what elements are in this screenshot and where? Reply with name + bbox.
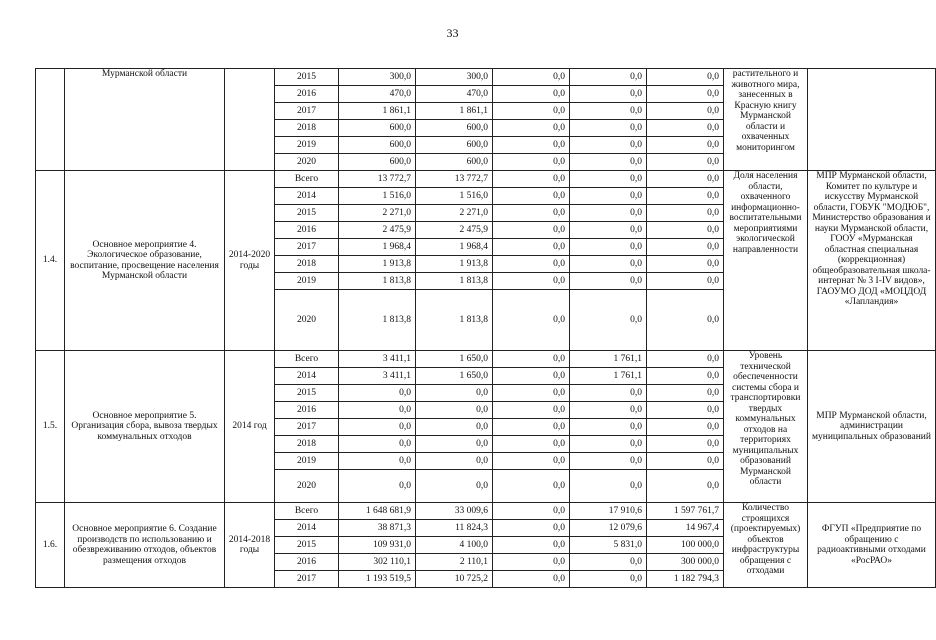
amount-cell: 0,0 xyxy=(493,571,570,588)
year-cell: Всего xyxy=(275,171,339,188)
amount-cell: 0,0 xyxy=(339,453,416,470)
amount-cell: 0,0 xyxy=(570,470,647,503)
amount-cell: 0,0 xyxy=(493,205,570,222)
period-cell: 2014 год xyxy=(225,351,275,503)
amount-cell: 0,0 xyxy=(647,154,724,171)
year-cell: 2016 xyxy=(275,86,339,103)
amount-cell: 0,0 xyxy=(416,453,493,470)
amount-cell: 0,0 xyxy=(647,171,724,188)
amount-cell: 0,0 xyxy=(647,137,724,154)
period-cell xyxy=(225,69,275,171)
row-number-cell xyxy=(36,69,65,171)
amount-cell: 300,0 xyxy=(416,69,493,86)
amount-cell: 2 475,9 xyxy=(339,222,416,239)
amount-cell: 0,0 xyxy=(647,402,724,419)
amount-cell: 1 813,8 xyxy=(339,273,416,290)
amount-cell: 1 516,0 xyxy=(339,188,416,205)
amount-cell: 17 910,6 xyxy=(570,503,647,520)
amount-cell: 0,0 xyxy=(493,520,570,537)
amount-cell: 0,0 xyxy=(493,537,570,554)
amount-cell: 3 411,1 xyxy=(339,368,416,385)
amount-cell: 0,0 xyxy=(493,273,570,290)
amount-cell: 0,0 xyxy=(493,171,570,188)
amount-cell: 0,0 xyxy=(570,402,647,419)
amount-cell: 0,0 xyxy=(339,385,416,402)
amount-cell: 1 182 794,3 xyxy=(647,571,724,588)
amount-cell: 0,0 xyxy=(647,470,724,503)
amount-cell: 470,0 xyxy=(416,86,493,103)
year-cell: 2017 xyxy=(275,419,339,436)
amount-cell: 0,0 xyxy=(493,351,570,368)
amount-cell: 0,0 xyxy=(493,554,570,571)
amount-cell: 1 813,8 xyxy=(416,290,493,351)
amount-cell: 0,0 xyxy=(570,290,647,351)
year-cell: 2018 xyxy=(275,256,339,273)
amount-cell: 1 861,1 xyxy=(416,103,493,120)
amount-cell: 1 650,0 xyxy=(416,351,493,368)
amount-cell: 0,0 xyxy=(493,453,570,470)
amount-cell: 0,0 xyxy=(647,69,724,86)
amount-cell: 0,0 xyxy=(493,368,570,385)
amount-cell: 0,0 xyxy=(493,120,570,137)
row-number-cell: 1.5. xyxy=(36,351,65,503)
amount-cell: 0,0 xyxy=(647,188,724,205)
executor-cell: МПР Мурманской области, администрации муниципальных образований xyxy=(808,351,936,503)
year-cell: Всего xyxy=(275,503,339,520)
amount-cell: 0,0 xyxy=(570,273,647,290)
amount-cell: 0,0 xyxy=(493,436,570,453)
amount-cell: 0,0 xyxy=(493,154,570,171)
activity-name-cell: Мурманской области xyxy=(65,69,225,171)
amount-cell: 33 009,6 xyxy=(416,503,493,520)
amount-cell: 10 725,2 xyxy=(416,571,493,588)
year-cell: 2020 xyxy=(275,154,339,171)
amount-cell: 1 648 681,9 xyxy=(339,503,416,520)
program-table xyxy=(35,68,936,588)
amount-cell: 600,0 xyxy=(339,137,416,154)
amount-cell: 109 931,0 xyxy=(339,537,416,554)
amount-cell: 0,0 xyxy=(570,103,647,120)
amount-cell: 12 079,6 xyxy=(570,520,647,537)
amount-cell: 0,0 xyxy=(647,436,724,453)
amount-cell: 3 411,1 xyxy=(339,351,416,368)
row-number-cell: 1.6. xyxy=(36,503,65,588)
year-cell: 2015 xyxy=(275,69,339,86)
amount-cell: 2 475,9 xyxy=(416,222,493,239)
amount-cell: 1 761,1 xyxy=(570,368,647,385)
indicator-cell: Доля населения области, охваченного информационно-воспитательными мероприятиями экологической направленности xyxy=(724,171,808,351)
period-cell: 2014-2018 годы xyxy=(225,503,275,588)
amount-cell: 0,0 xyxy=(570,171,647,188)
amount-cell: 0,0 xyxy=(570,419,647,436)
amount-cell: 5 831,0 xyxy=(570,537,647,554)
year-cell: 2014 xyxy=(275,368,339,385)
amount-cell: 300 000,0 xyxy=(647,554,724,571)
amount-cell: 0,0 xyxy=(493,402,570,419)
amount-cell: 38 871,3 xyxy=(339,520,416,537)
year-cell: 2018 xyxy=(275,436,339,453)
amount-cell: 0,0 xyxy=(416,419,493,436)
amount-cell: 1 650,0 xyxy=(416,368,493,385)
year-cell: 2016 xyxy=(275,402,339,419)
amount-cell: 2 110,1 xyxy=(416,554,493,571)
amount-cell: 600,0 xyxy=(416,120,493,137)
amount-cell: 1 913,8 xyxy=(339,256,416,273)
amount-cell: 470,0 xyxy=(339,86,416,103)
amount-cell: 0,0 xyxy=(570,385,647,402)
amount-cell: 4 100,0 xyxy=(416,537,493,554)
year-cell: 2016 xyxy=(275,554,339,571)
amount-cell: 0,0 xyxy=(647,385,724,402)
amount-cell: 13 772,7 xyxy=(339,171,416,188)
year-cell: 2017 xyxy=(275,239,339,256)
amount-cell: 1 913,8 xyxy=(416,256,493,273)
amount-cell: 0,0 xyxy=(493,470,570,503)
year-cell: 2015 xyxy=(275,205,339,222)
amount-cell: 0,0 xyxy=(570,222,647,239)
executor-cell xyxy=(808,69,936,171)
amount-cell: 302 110,1 xyxy=(339,554,416,571)
amount-cell: 0,0 xyxy=(339,436,416,453)
amount-cell: 0,0 xyxy=(570,86,647,103)
executor-cell: ФГУП «Предприятие по обращению с радиоактивными отходами «РосРАО» xyxy=(808,503,936,588)
table-row xyxy=(36,171,936,188)
year-cell: 2017 xyxy=(275,103,339,120)
year-cell: 2019 xyxy=(275,453,339,470)
amount-cell: 13 772,7 xyxy=(416,171,493,188)
amount-cell: 0,0 xyxy=(493,103,570,120)
amount-cell: 600,0 xyxy=(339,120,416,137)
amount-cell: 0,0 xyxy=(493,385,570,402)
amount-cell: 0,0 xyxy=(339,470,416,503)
activity-name-cell: Основное мероприятие 6. Создание производств по использованию и обезвреживанию отходов, объектов размещения отходов xyxy=(65,503,225,588)
amount-cell: 0,0 xyxy=(647,368,724,385)
amount-cell: 0,0 xyxy=(493,86,570,103)
amount-cell: 1 813,8 xyxy=(416,273,493,290)
indicator-cell: растительного и животного мира, занесенных в Красную книгу Мурманской области и охваченных мониторингом xyxy=(724,69,808,171)
amount-cell: 0,0 xyxy=(647,239,724,256)
amount-cell: 1 516,0 xyxy=(416,188,493,205)
amount-cell: 0,0 xyxy=(647,453,724,470)
amount-cell: 0,0 xyxy=(647,205,724,222)
amount-cell: 0,0 xyxy=(570,205,647,222)
amount-cell: 300,0 xyxy=(339,69,416,86)
executor-cell: МПР Мурманской области, Комитет по культуре и искусству Мурманской области, ГОБУК "МОДЮБ", Министерство образования и науки Мурманской области, ГООУ «Мурманская областная специальная (коррекционная) общеобразовательная школа-интернат № 3 I-IV видов», ГАОУМО ДОД «МОЦДОД «Лапландия» xyxy=(808,171,936,351)
amount-cell: 0,0 xyxy=(570,188,647,205)
amount-cell: 14 967,4 xyxy=(647,520,724,537)
amount-cell: 2 271,0 xyxy=(416,205,493,222)
amount-cell: 0,0 xyxy=(339,419,416,436)
year-cell: 2020 xyxy=(275,470,339,503)
amount-cell: 600,0 xyxy=(339,154,416,171)
amount-cell: 0,0 xyxy=(570,154,647,171)
amount-cell: 0,0 xyxy=(339,402,416,419)
table-row xyxy=(36,69,936,86)
amount-cell: 0,0 xyxy=(493,188,570,205)
amount-cell: 1 861,1 xyxy=(339,103,416,120)
activity-name-cell: Основное мероприятие 4. Экологическое образование, воспитание, просвещение населения Мурманской области xyxy=(65,171,225,351)
amount-cell: 0,0 xyxy=(570,571,647,588)
amount-cell: 0,0 xyxy=(647,273,724,290)
amount-cell: 0,0 xyxy=(416,385,493,402)
year-cell: 2018 xyxy=(275,120,339,137)
amount-cell: 0,0 xyxy=(570,256,647,273)
amount-cell: 0,0 xyxy=(647,419,724,436)
amount-cell: 11 824,3 xyxy=(416,520,493,537)
indicator-cell: Количество строящихся (проектируемых) объектов инфраструктуры обращения с отходами xyxy=(724,503,808,588)
year-cell: 2015 xyxy=(275,537,339,554)
year-cell: 2015 xyxy=(275,385,339,402)
row-number-cell: 1.4. xyxy=(36,171,65,351)
amount-cell: 0,0 xyxy=(570,554,647,571)
amount-cell: 0,0 xyxy=(570,453,647,470)
year-cell: Всего xyxy=(275,351,339,368)
amount-cell: 0,0 xyxy=(493,256,570,273)
amount-cell: 0,0 xyxy=(647,351,724,368)
amount-cell: 0,0 xyxy=(647,120,724,137)
amount-cell: 0,0 xyxy=(647,290,724,351)
amount-cell: 0,0 xyxy=(493,239,570,256)
amount-cell: 0,0 xyxy=(493,290,570,351)
amount-cell: 0,0 xyxy=(647,86,724,103)
amount-cell: 0,0 xyxy=(493,137,570,154)
amount-cell: 0,0 xyxy=(416,436,493,453)
amount-cell: 0,0 xyxy=(570,120,647,137)
page-number: 33 xyxy=(446,26,459,40)
amount-cell: 0,0 xyxy=(493,503,570,520)
amount-cell: 1 968,4 xyxy=(416,239,493,256)
year-cell: 2014 xyxy=(275,520,339,537)
amount-cell: 100 000,0 xyxy=(647,537,724,554)
amount-cell: 0,0 xyxy=(647,256,724,273)
amount-cell: 0,0 xyxy=(647,103,724,120)
amount-cell: 0,0 xyxy=(493,419,570,436)
year-cell: 2020 xyxy=(275,290,339,351)
period-cell: 2014-2020 годы xyxy=(225,171,275,351)
year-cell: 2016 xyxy=(275,222,339,239)
amount-cell: 0,0 xyxy=(570,239,647,256)
amount-cell: 0,0 xyxy=(570,69,647,86)
amount-cell: 600,0 xyxy=(416,137,493,154)
amount-cell: 0,0 xyxy=(493,222,570,239)
amount-cell: 1 968,4 xyxy=(339,239,416,256)
year-cell: 2019 xyxy=(275,273,339,290)
amount-cell: 1 193 519,5 xyxy=(339,571,416,588)
amount-cell: 0,0 xyxy=(416,402,493,419)
table-row xyxy=(36,351,936,368)
year-cell: 2019 xyxy=(275,137,339,154)
amount-cell: 1 597 761,7 xyxy=(647,503,724,520)
year-cell: 2017 xyxy=(275,571,339,588)
amount-cell: 0,0 xyxy=(493,69,570,86)
activity-name-cell: Основное мероприятие 5. Организация сбора, вывоза твердых коммунальных отходов xyxy=(65,351,225,503)
table-row xyxy=(36,503,936,520)
amount-cell: 0,0 xyxy=(416,470,493,503)
amount-cell: 600,0 xyxy=(416,154,493,171)
amount-cell: 1 761,1 xyxy=(570,351,647,368)
indicator-cell: Уровень технической обеспеченности системы сбора и транспортировки твердых коммунальных отходов на территориях муниципальных образований Мурманской области xyxy=(724,351,808,503)
amount-cell: 0,0 xyxy=(570,137,647,154)
amount-cell: 0,0 xyxy=(570,436,647,453)
amount-cell: 1 813,8 xyxy=(339,290,416,351)
amount-cell: 2 271,0 xyxy=(339,205,416,222)
year-cell: 2014 xyxy=(275,188,339,205)
amount-cell: 0,0 xyxy=(647,222,724,239)
